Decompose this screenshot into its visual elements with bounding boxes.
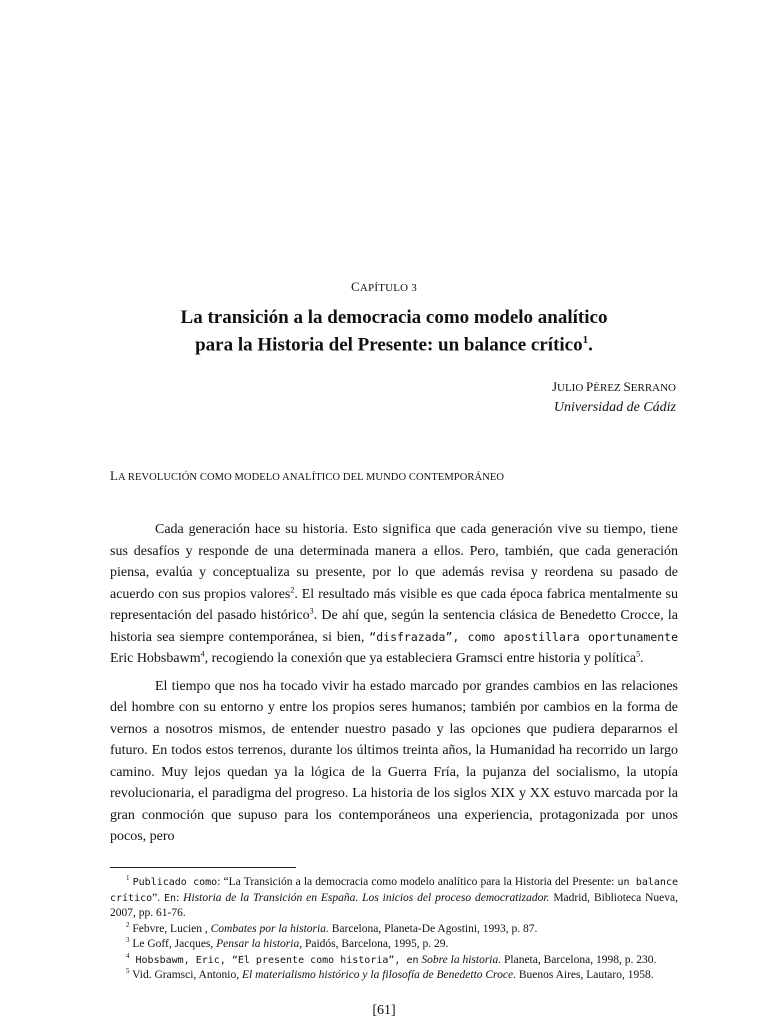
author-affiliation: Universidad de Cádiz <box>553 400 676 415</box>
paragraph-1: Cada generación hace su historia. Esto significa que cada generación vive su tiempo, tiene sus desafíos y responde de una determinada manera a ellos. Pero, también, que cada generación piensa, evalúa y conceptualiza su presente, por lo que además revisa y reordena su pasado de acuerdo con sus propios valores$^2$. El resultado más visible es que cada época fabrica mentalmente su representación del pasado histórico$^3$. De ahí que, según la sentencia clásica de Benedetto Crocce, la historia sea siempre contemporánea, si bien, “disfrazada”, como apostillara oportunamente Eric Hobsbawm$^4$, recogiendo la conexión que ya estableciera Gramsci entre historia y política$^5$. <box>110 522 679 666</box>
footnote-ref-3[interactable]: 3 <box>309 606 314 616</box>
footnote-ref-5[interactable]: 5 <box>636 649 641 659</box>
chapter-label: CAPÍTULO 3 <box>351 279 417 294</box>
footnote-2: $^2$ Febvre, Lucien , Combates por la historia. Barcelona, Planeta-De Agostini, 1993, p. 87. <box>126 920 538 935</box>
title-footnote-ref[interactable]: 1 <box>582 334 589 346</box>
title-line-1: La transición a la democracia como modelo analítico <box>180 307 608 328</box>
footnote-4: $^4$ Hobsbawm, Eric, “El presente como historia”, en Sobre la historia. Planeta, Barcelona, 1998, p. 230. <box>126 951 657 966</box>
footnote-ref-2[interactable]: 2 <box>290 584 295 594</box>
footnote-1: $^1$ Publicado como: “La Transición a la democracia como modelo analítico para la Historia del Presente: un balance crítico”. En: Historia de la Transición en España. Los inicios del proceso democratizador. Madrid, Biblioteca Nueva, 2007, pp. 61-76. <box>110 874 678 919</box>
author-name: JULIO PÉREZ SERRANO <box>551 379 676 394</box>
footnote-divider <box>110 867 296 868</box>
page-number: [61] <box>372 1003 396 1018</box>
author-block <box>552 377 676 418</box>
chapter-title: La transición a la democracia como modelo analítico para la Historia del Presente: un balance crítico$^1$. <box>180 307 608 356</box>
footnote-5: $^5$ Vid. Gramsci, Antonio, El materialismo histórico y la filosofía de Benedetto Croce. Buenos Aires, Lautaro, 1958. <box>126 967 654 981</box>
body-text <box>110 519 678 854</box>
section-heading: LA REVOLUCIÓN COMO MODELO ANALÍTICO DEL MUNDO CONTEMPORÁNEO <box>110 468 505 483</box>
footnotes <box>110 875 678 984</box>
footnote-ref-4[interactable]: 4 <box>200 649 205 659</box>
paragraph-2: El tiempo que nos ha tocado vivir ha estado marcado por grandes cambios en las relaciones del hombre con su entorno y entre los propios seres humanos; también por cambios en la forma de vernos a nosotros mismos, de entender nuestro pasado y las opciones que pudiera depararnos el futuro. En todos estos terrenos, durante los últimos treinta años, la Humanidad ha recorrido un largo camino. Muy lejos quedan ya la lógica de la Guerra Fría, la pujanza del socialismo, la utopía revolucionaria, el paradigma del progreso. La historia de los siglos XIX y XX estuvo marcada por la gran conmoción que supuso para los contemporáneos una experiencia, protagonizada por unos pocos, pero <box>110 678 678 844</box>
title-line-2: para la Historia del Presente: un balance crítico <box>195 334 583 356</box>
footnote-3: $^3$ Le Goff, Jacques, Pensar la historia, Paidós, Barcelona, 1995, p. 29. <box>126 936 449 950</box>
